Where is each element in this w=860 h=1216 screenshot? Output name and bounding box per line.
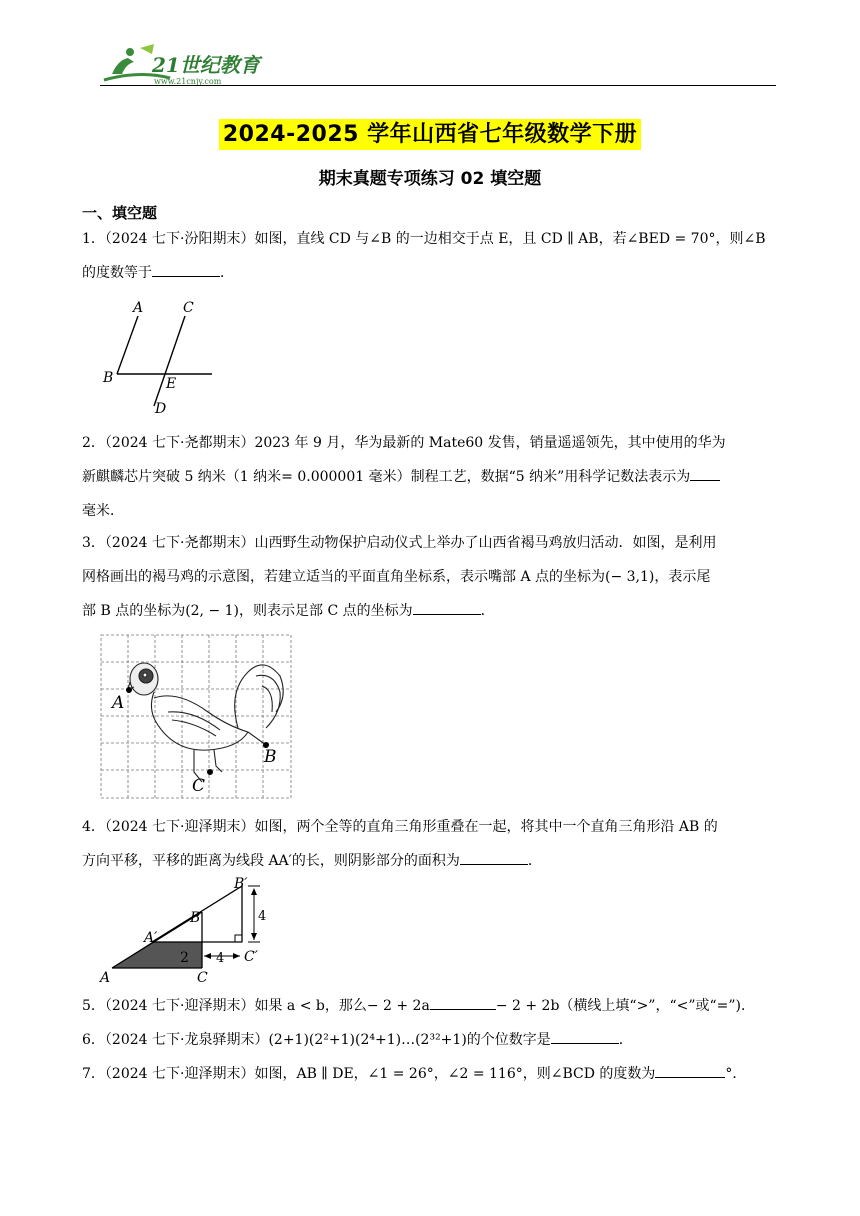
label-B: B bbox=[264, 747, 277, 767]
question-6: 6．（2024 七下·龙泉驿期末）(2+1)(2²+1)(2⁴+1)…(2³²+1)的个位数字是 ． bbox=[82, 1023, 778, 1057]
section-heading: 一、填空题 bbox=[82, 204, 158, 222]
answer-blank-4[interactable] bbox=[460, 850, 528, 865]
label-B: B bbox=[190, 910, 201, 926]
label-C: C bbox=[192, 776, 206, 796]
figure-q3-grid bbox=[98, 632, 298, 802]
label-C-prime: C′ bbox=[244, 949, 258, 965]
site-logo bbox=[100, 40, 280, 86]
question-5: 5．（2024 七下·迎泽期末）如果 a < b，那么− 2 + 2a − 2 + 2b（横线上填“>”，“<”或“=”)． bbox=[82, 989, 778, 1023]
label-B-prime: B′ bbox=[234, 876, 248, 892]
label-E: E bbox=[166, 376, 177, 392]
label-C: C bbox=[197, 970, 208, 986]
answer-blank-2[interactable] bbox=[690, 466, 720, 481]
question-7: 7．（2024 七下·迎泽期末）如图，AB ∥ DE，∠1 = 26°，∠2 = 116°，则∠BCD 的度数为 °． bbox=[82, 1057, 778, 1091]
answer-blank-5[interactable] bbox=[430, 995, 496, 1010]
label-A: A bbox=[112, 693, 125, 713]
page-title: 2024-2025 学年山西省七年级数学下册 bbox=[0, 117, 860, 148]
question-3: 3．（2024 七下·尧都期末）山西野生动物保护启动仪式上举办了山西省褐马鸡放归活动．如图，是利用 网格画出的褐马鸡的示意图，若建立适当的平面直角坐标系，表示嘴部 A 点的坐标为(− 3,1)，表示尾 部 B 点的坐标为(2, − 1)，则表示足部 C 点的坐标为 ． bbox=[82, 535, 717, 619]
question-1: 1．（2024 七下·汾阳期末）如图，直线 CD 与∠B 的一边相交于点 E，且 CD ∥ AB，若∠BED = 70°，则∠B 的度数等于 ． bbox=[82, 231, 766, 281]
logo-url: www.21cnjy.com bbox=[154, 77, 222, 86]
label-D: D bbox=[155, 401, 167, 416]
label-B: B bbox=[103, 370, 114, 386]
label-4-horizontal: 4 bbox=[216, 951, 225, 966]
bird-drawing bbox=[128, 663, 283, 782]
logo-graphic bbox=[100, 40, 280, 86]
answer-blank-3[interactable] bbox=[413, 600, 481, 615]
answer-blank-6[interactable] bbox=[551, 1029, 619, 1044]
logo-text: 21世纪教育 bbox=[152, 53, 260, 77]
answer-blank-7[interactable] bbox=[655, 1063, 725, 1078]
figure-q4 bbox=[98, 876, 278, 988]
label-4-vertical: 4 bbox=[258, 909, 267, 924]
answer-blank-1[interactable] bbox=[152, 262, 220, 277]
label-A: A bbox=[100, 970, 111, 986]
question-2: 2．（2024 七下·尧都期末）2023 年 9 月，华为最新的 Mate60 发售，销量遥遥领先，其中使用的华为 新麒麟芯片突破 5 纳米（1 纳米= 0.000001 毫米）制程工艺，数据“5 纳米”用科学记数法表示为 毫米． bbox=[82, 435, 726, 519]
question-4: 4．（2024 七下·迎泽期末）如图，两个全等的直角三角形重叠在一起，将其中一个直角三角形沿 AB 的 方向平移，平移的距离为线段 AA′的长，则阴影部分的面积为 ． bbox=[82, 819, 718, 869]
label-A: A bbox=[133, 300, 144, 316]
figure-q1 bbox=[100, 296, 220, 416]
label-C: C bbox=[183, 300, 194, 316]
label-A-prime: A′ bbox=[144, 930, 158, 946]
header-rule bbox=[100, 85, 776, 86]
page-subtitle: 期末真题专项练习 02 填空题 bbox=[318, 169, 542, 189]
label-2: 2 bbox=[180, 950, 189, 966]
